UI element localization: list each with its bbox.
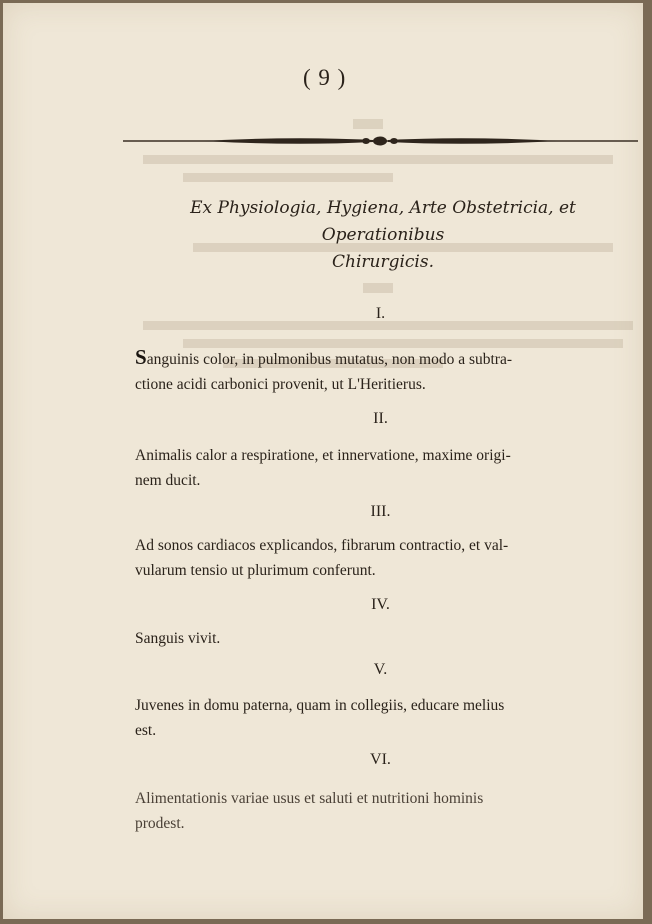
thesis-line: Sanguinis color, in pulmonibus mutatus, non modo a subtra-	[135, 345, 513, 369]
thesis-line: Juvenes in domu paterna, quam in collegiis, educare melius	[135, 697, 505, 714]
thesis-paragraph	[135, 533, 627, 583]
thesis-paragraph	[135, 693, 627, 743]
thesis-line: Alimentationis variae usus et saluti et nutritioni hominis	[135, 790, 484, 807]
thesis-line: nem ducit.	[135, 472, 201, 489]
thesis-paragraph	[135, 443, 627, 493]
thesis-numeral: IV.	[371, 596, 390, 613]
drop-cap-letter: S	[135, 345, 147, 369]
thesis-line: Ad sonos cardiacos explicandos, fibrarum contractio, et val-	[135, 537, 509, 554]
section-heading	[133, 195, 633, 276]
thesis-paragraph	[135, 345, 627, 397]
heading-line-1: Ex Physiologia, Hygiena, Arte Obstetricia, et Operationibus	[190, 198, 576, 245]
thesis-line: ctione acidi carbonici provenit, ut L'Heritierus.	[135, 376, 426, 393]
thesis-numeral: VI.	[370, 751, 391, 768]
thesis-paragraph	[135, 626, 627, 651]
thesis-line: prodest.	[135, 815, 185, 832]
thesis-numeral: V.	[373, 661, 388, 678]
page-number: ( 9 )	[303, 65, 347, 90]
thesis-line: Sanguis vivit.	[135, 630, 221, 647]
thesis-line: est.	[135, 722, 157, 739]
document-page	[3, 3, 643, 919]
thesis-numeral: III.	[370, 503, 391, 520]
thesis-paragraph	[135, 786, 627, 836]
thesis-line: vularum tensio ut plurimum conferunt.	[135, 562, 376, 579]
thesis-numeral: I.	[375, 305, 386, 322]
thesis-line: Animalis calor a respiratione, et innervatione, maxime origi-	[135, 447, 511, 464]
ornamental-rule	[123, 133, 638, 149]
thesis-numeral: II.	[373, 410, 388, 427]
heading-line-2: Chirurgicis.	[332, 252, 434, 272]
